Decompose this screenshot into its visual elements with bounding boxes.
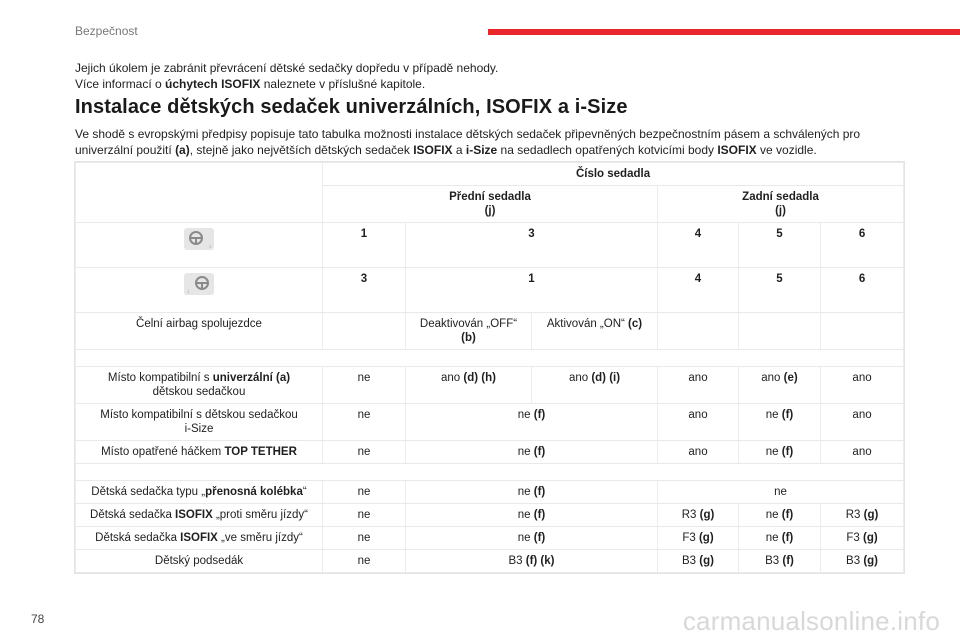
universal-label: Místo kompatibilní s univerzální (a) dětskou sedačkou [76, 367, 323, 404]
airbag-label: Čelní airbag spolujezdce [76, 313, 323, 350]
page-title: Instalace dětských sedaček univerzálních, ISOFIX a i-Size [75, 96, 628, 118]
table-spacer [76, 350, 904, 367]
svg-text:↓: ↓ [208, 244, 212, 250]
rhd-seat-d: 5 [739, 268, 821, 313]
table-row-booster: Dětský podsedák ne B3 (f) (k) B3 (g) B3 (f) B3 (g) [76, 550, 904, 573]
isofix-link-text: úchytech ISOFIX [165, 77, 261, 91]
rhd-seat-b: 1 [406, 268, 658, 313]
rearward-label: Dětská sedačka ISOFIX „proti směru jízdy“ [76, 504, 323, 527]
page-number: 78 [31, 612, 45, 626]
table-row-carrycot: Dětská sedačka typu „přenosná kolébka“ ne ne (f) ne [76, 481, 904, 504]
forward-label: Dětská sedačka ISOFIX „ve směru jízdy“ [76, 527, 323, 550]
table-header-row [76, 163, 904, 186]
intro-line-1: Jejich úkolem je zabránit převrácení dětské sedačky dopředu v případě nehody. [75, 61, 499, 75]
carrycot-label: Dětská sedačka typu „přenosná kolébka“ [76, 481, 323, 504]
table-row-airbag [76, 313, 904, 350]
section-accent-bar [488, 29, 960, 35]
section-header: Bezpečnost [75, 24, 138, 38]
lhd-seat-d: 5 [739, 223, 821, 268]
lhd-icon-cell [76, 223, 323, 268]
rhd-seat-a: 3 [323, 268, 406, 313]
header-empty-cell [76, 163, 323, 223]
airbag-off: Deaktivován „OFF“ (b) [406, 313, 532, 350]
rear-seats-header: Zadní sedadla (j) [658, 186, 904, 223]
tether-label: Místo opatřené háčkem TOP TETHER [76, 441, 323, 464]
description-paragraph: Ve shodě s evropskými předpisy popisuje tato tabulka možnosti instalace dětských sedaček připevněných bezpečnostním pásem a schválených pro univerzální použití (a), stejně jako největších dětských sedaček ISOFIX a i-Size na sedadlech opatřených kotvicími body ISOFIX ve vozidle. [75, 127, 861, 157]
airbag-empty [323, 313, 406, 350]
front-seats-header: Přední sedadla (j) [323, 186, 658, 223]
table-row-rearward: Dětská sedačka ISOFIX „proti směru jízdy“ ne ne (f) R3 (g) ne (f) R3 (g) [76, 504, 904, 527]
lhd-seat-b: 3 [406, 223, 658, 268]
table-row-forward: Dětská sedačka ISOFIX „ve směru jízdy“ ne ne (f) F3 (g) ne (f) F3 (g) [76, 527, 904, 550]
intro-line-2: Více informací o úchytech ISOFIX naleznete v příslušné kapitole. [75, 77, 426, 91]
isize-label: Místo kompatibilní s dětskou sedačkou i-Size [76, 404, 323, 441]
table-row-universal: Místo kompatibilní s univerzální (a) dětskou sedačkou ne ano (d) (h) ano (d) (i) ano ano (e) ano [76, 367, 904, 404]
steering-wheel-right-icon [184, 273, 214, 295]
lhd-seat-a: 1 [323, 223, 406, 268]
table-row-top-tether: Místo opatřené háčkem TOP TETHER ne ne (f) ano ne (f) ano [76, 441, 904, 464]
rhd-seat-e: 6 [821, 268, 904, 313]
table-row-isize: Místo kompatibilní s dětskou sedačkou i-Size ne ne (f) ano ne (f) ano [76, 404, 904, 441]
seat-number-header: Číslo sedadla [323, 163, 904, 186]
table-row-lhd [76, 223, 904, 268]
lhd-seat-e: 6 [821, 223, 904, 268]
rhd-icon-cell [76, 268, 323, 313]
intro-text [75, 60, 498, 92]
child-seat-table [75, 162, 904, 573]
lhd-seat-c: 4 [658, 223, 739, 268]
rhd-seat-c: 4 [658, 268, 739, 313]
airbag-on: Aktivován „ON“ (c) [532, 313, 658, 350]
svg-text:↓: ↓ [186, 289, 190, 295]
table-spacer [76, 464, 904, 481]
table-row-rhd [76, 268, 904, 313]
steering-wheel-left-icon [184, 228, 214, 250]
booster-label: Dětský podsedák [76, 550, 323, 573]
watermark: carmanualsonline.info [682, 606, 940, 636]
